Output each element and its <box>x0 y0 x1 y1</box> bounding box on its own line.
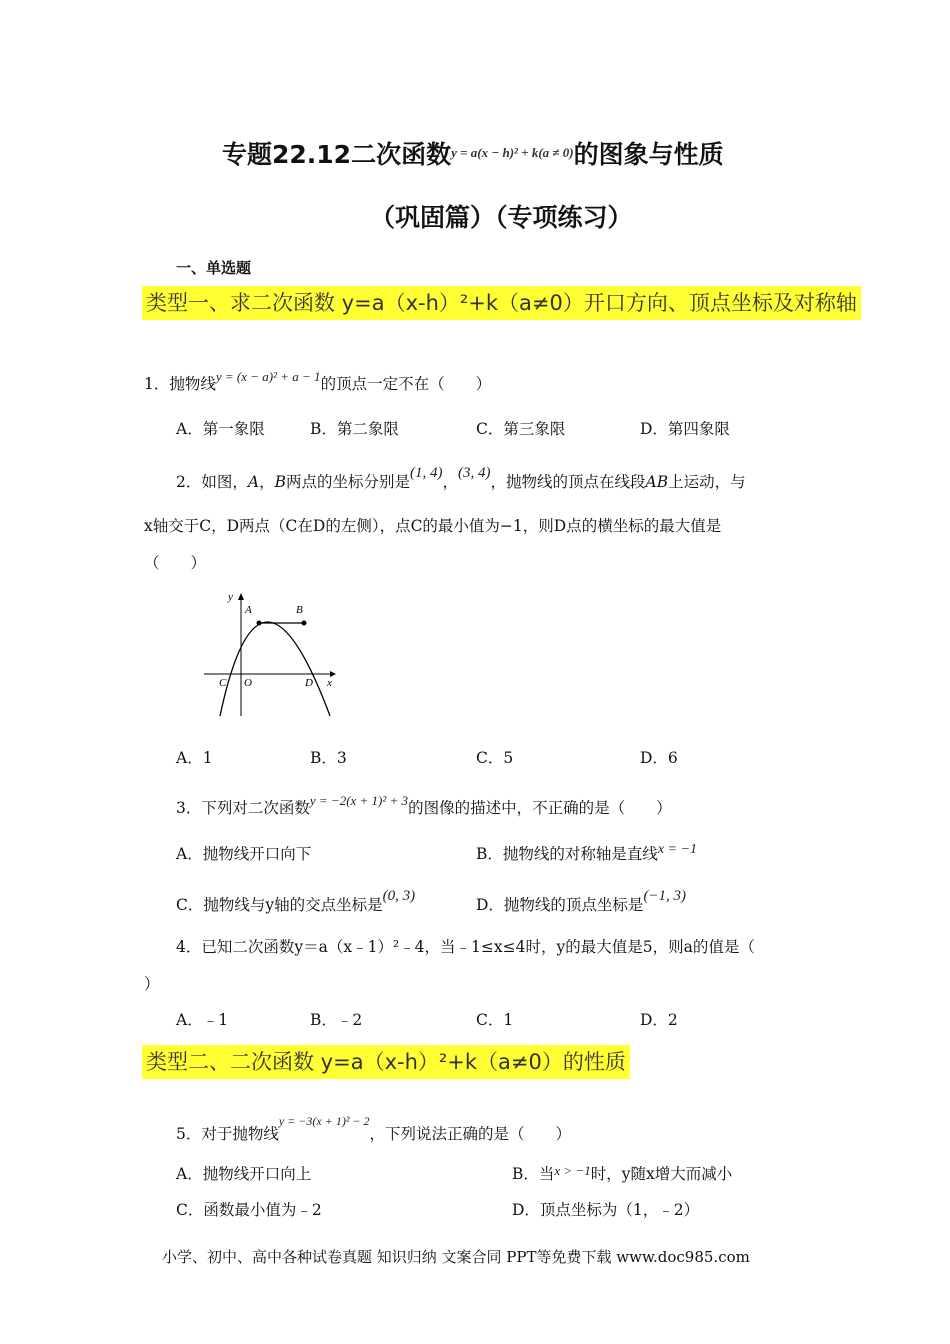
q3-suffix: 的图像的描述中，不正确的是（ ） <box>408 799 672 817</box>
q3-option-b-text: B．抛物线的对称轴是直线 <box>476 845 658 863</box>
q3-option-b <box>476 842 697 864</box>
q2-text-4: 上运动，与 <box>668 473 746 491</box>
q3-option-d <box>476 888 686 915</box>
q5-option-b-prefix: B．当 <box>512 1165 555 1183</box>
label-d: D <box>305 677 313 689</box>
q3-option-a: A．抛物线开口向下 <box>176 845 312 863</box>
parabola-curve <box>220 622 330 716</box>
q2-coord-b: (3, 4) <box>458 465 491 481</box>
q2-text-2: 两点的坐标分别是 <box>285 473 410 491</box>
type1-banner: 类型一、求二次函数 y=a（x-h）²+k（a≠0）开口方向、顶点坐标及对称轴 <box>142 286 861 320</box>
title-suffix: 的图象与性质 <box>573 140 724 169</box>
q3-option-d-formula: (−1, 3) <box>643 888 687 904</box>
q5-option-b <box>512 1162 732 1184</box>
q5-suffix: ，下列说法正确的是（ ） <box>369 1125 572 1143</box>
q3-formula: y = −2(x + 1)² + 3 <box>309 793 409 808</box>
q2-parabola-graph <box>198 588 348 720</box>
question-3 <box>176 793 672 818</box>
q2-comma: ， <box>259 473 275 491</box>
q5-formula: y = −3(x + 1)² − 2 <box>278 1114 370 1128</box>
q3-option-b-formula: x = −1 <box>657 842 698 857</box>
q5-option-b-suffix: 时，y随x增大而减小 <box>590 1165 733 1183</box>
point-a-dot <box>257 621 262 626</box>
q2-point-b: B <box>274 473 286 491</box>
subtitle: （巩固篇）（专项练习） <box>370 203 633 232</box>
q3-option-c <box>176 888 415 915</box>
q1-option-d: D．第四象限 <box>640 420 730 438</box>
label-c: C <box>219 677 227 689</box>
q3-option-c-formula: (0, 3) <box>382 888 416 904</box>
q2-text-3: ，抛物线的顶点在线段 <box>490 473 646 491</box>
q4-option-d: D．2 <box>640 1011 678 1029</box>
footer: 小学、初中、高中各种试卷真题 知识归纳 文案合同 PPT等免费下载 www.doc985.com <box>162 1248 750 1266</box>
q2-option-c: C．5 <box>476 749 514 767</box>
q5-option-d: D．顶点坐标为（1，﹣2） <box>512 1201 700 1219</box>
q2-text-1: 2．如图， <box>176 473 248 491</box>
q2-sep: ， <box>442 473 459 491</box>
q1-prefix: 1．抛物线 <box>144 375 216 393</box>
label-b: B <box>296 604 303 616</box>
q3-option-d-text: D．抛物线的顶点坐标是 <box>476 896 644 914</box>
y-axis-arrow <box>238 593 244 600</box>
q2-point-a: A <box>247 473 260 491</box>
q2-option-d: D．6 <box>640 749 678 767</box>
q4-option-b: B．﹣2 <box>310 1011 363 1029</box>
q2-coord-a: (1, 4) <box>410 465 443 481</box>
q1-option-c: C．第三象限 <box>476 420 566 438</box>
label-y: y <box>228 591 233 603</box>
type2-banner: 类型二、二次函数 y=a（x-h）²+k（a≠0）的性质 <box>142 1045 630 1079</box>
q5-prefix: 5．对于抛物线 <box>176 1125 279 1143</box>
q2-line3: （ ） <box>144 554 207 572</box>
question-1 <box>144 369 491 394</box>
q4-option-c: C．1 <box>476 1011 514 1029</box>
q3-prefix: 3．下列对二次函数 <box>176 799 310 817</box>
question-5 <box>176 1114 571 1144</box>
q4-line1: 4．已知二次函数y＝a（x﹣1）²﹣4，当﹣1≤x≤4时，y的最大值是5，则a的值是（ <box>176 938 755 956</box>
label-a: A <box>245 604 252 616</box>
section-heading: 一、单选题 <box>176 259 252 277</box>
q2-option-a: A．1 <box>176 749 213 767</box>
q2-line1 <box>176 465 746 492</box>
q2-segment-ab: AB <box>645 473 669 491</box>
q1-option-b: B．第二象限 <box>310 420 399 438</box>
label-x: x <box>327 677 332 689</box>
q1-option-a: A．第一象限 <box>176 420 265 438</box>
q2-line2: x轴交于C，D两点（C在D的左侧），点C的最小值为−1，则D点的横坐标的最大值是 <box>144 517 722 535</box>
q3-option-c-text: C．抛物线与y轴的交点坐标是 <box>176 896 383 914</box>
q5-option-c: C．函数最小值为﹣2 <box>176 1201 322 1219</box>
point-b-dot <box>302 621 307 626</box>
q4-line2: ） <box>144 975 160 993</box>
q4-option-a: A．﹣1 <box>176 1011 229 1029</box>
title-prefix: 专题22.12二次函数 <box>222 140 452 169</box>
title-line <box>222 135 724 171</box>
q2-option-b: B．3 <box>310 749 347 767</box>
q5-option-a: A．抛物线开口向上 <box>176 1165 312 1183</box>
q1-suffix: 的顶点一定不在（ ） <box>320 375 492 393</box>
q5-option-b-formula: x > −1 <box>554 1163 591 1178</box>
title-formula: y = a(x − h)² + k(a ≠ 0) <box>451 145 574 160</box>
label-o: O <box>244 677 252 689</box>
q1-formula: y = (x − a)² + a − 1 <box>215 369 321 384</box>
